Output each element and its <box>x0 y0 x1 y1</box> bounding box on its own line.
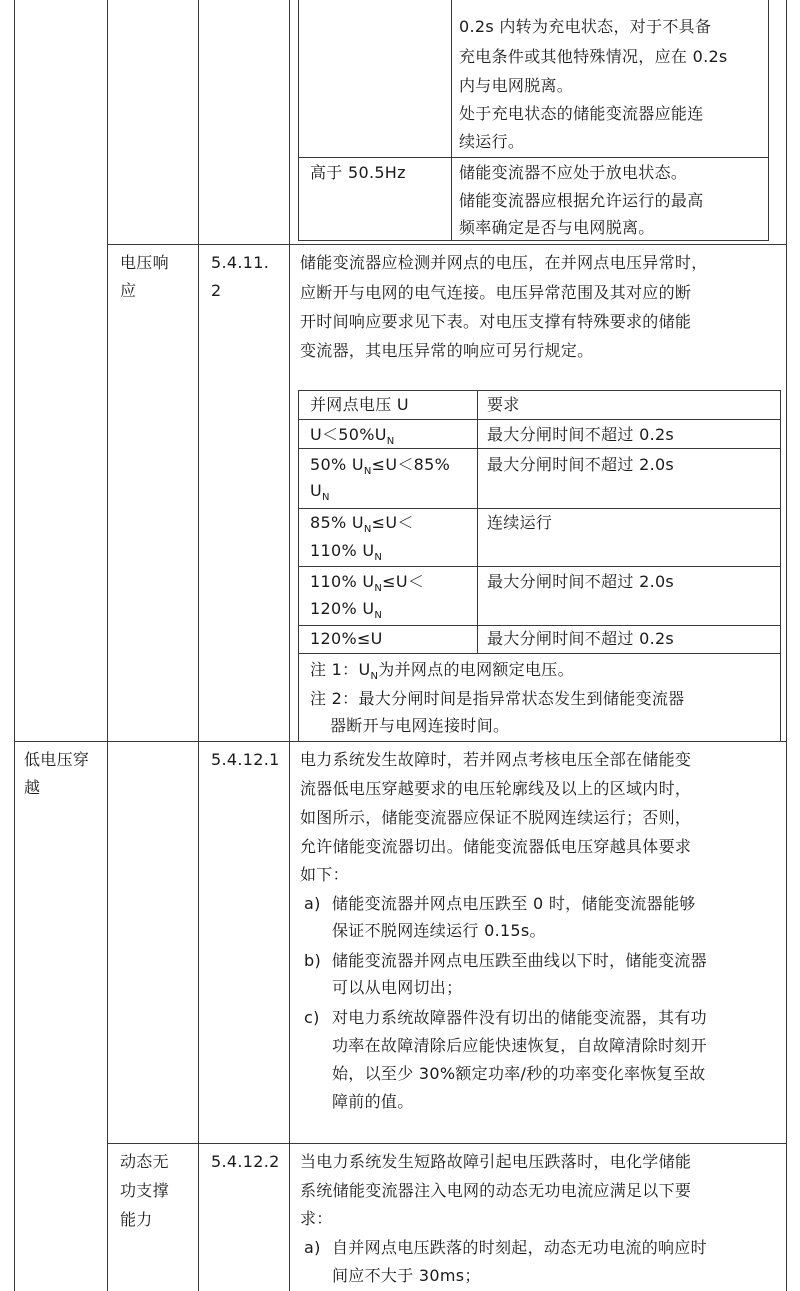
top-line-5: 续运行。 <box>459 132 525 151</box>
voltage-code-line-1: 5.4.11. <box>211 253 270 272</box>
col-divider-2 <box>198 0 199 1291</box>
col-divider-3 <box>289 0 290 1291</box>
dynamic-name-line-1: 动态无 <box>120 1152 169 1171</box>
dynamic-desc-line-1: 当电力系统发生短路故障引起电压跌落时，电化学储能 <box>300 1152 692 1171</box>
vt-row3-cond-line-1: 85% $U_N\le U<$ <box>310 513 414 535</box>
lvrt-desc-line-3: 如图所示，储能变流器应保证不脱网连续运行；否则， <box>300 808 692 827</box>
vt-row5-req: 最大分闸时间不超过 0.2s <box>487 629 675 648</box>
lvrt-item-a-line-2: 保证不脱网连续运行 0.15s。 <box>332 921 546 940</box>
col-divider-1 <box>107 0 108 1291</box>
top-line-2: 充电条件或其他特殊情况，应在 0.2s <box>459 47 728 66</box>
freq-table-right <box>768 0 769 241</box>
lvrt-item-a-line-1: 储能变流器并网点电压跌至 0 时，储能变流器能够 <box>332 894 696 913</box>
lvrt-item-a-marker: a) <box>304 894 321 913</box>
voltage-name-line-1: 电压响 <box>120 253 169 272</box>
table-border-left <box>14 0 15 1291</box>
vt-note-2-line-1: 注 2：最大分闸时间是指异常状态发生到储能变流器 <box>310 689 685 708</box>
lvrt-item-b-marker: b) <box>304 951 321 970</box>
freq-line-3: 频率确定是否与电网脱离。 <box>459 218 655 237</box>
lvrt-item-c-marker: c) <box>304 1008 320 1027</box>
freq-table-mid <box>451 0 452 241</box>
voltage-desc-line-1: 储能变流器应检测并网点的电压，在并网点电压异常时， <box>300 253 708 272</box>
dynamic-desc-line-3: 求： <box>300 1209 333 1228</box>
dynamic-item-a-marker: a) <box>304 1238 321 1257</box>
voltage-desc-line-4: 变流器，其电压异常的响应可另行规定。 <box>300 341 594 360</box>
lvrt-name-line-2: 越 <box>24 778 41 797</box>
voltage-name-line-2: 应 <box>120 281 137 300</box>
vt-row4-cond-line-2: 120% $U_N$ <box>310 599 383 621</box>
voltage-desc-line-2: 应断开与电网的电气连接。电压异常范围及其对应的断 <box>300 283 692 302</box>
voltage-code-line-2: 2 <box>211 281 222 300</box>
freq-line-2: 储能变流器应根据允许运行的最高 <box>459 191 704 210</box>
lvrt-desc-line-4: 允许储能变流器切出。储能变流器低电压穿越具体要求 <box>300 837 692 856</box>
vt-row3-cond-line-2: 110% $U_N$ <box>310 541 383 563</box>
dynamic-name-line-2: 功支撑 <box>120 1181 169 1200</box>
vt-row1-req: 最大分闸时间不超过 0.2s <box>487 425 675 444</box>
lvrt-name-line-1: 低电压穿 <box>24 750 90 769</box>
lvrt-code: 5.4.12.1 <box>211 750 280 769</box>
dynamic-name-line-3: 能力 <box>120 1210 153 1229</box>
vt-header-requirement: 要求 <box>487 395 520 414</box>
freq-table-left <box>298 0 299 241</box>
vt-mid <box>477 390 478 653</box>
row-separator-dynamic-top <box>107 1143 787 1144</box>
vt-row2-cond-line-2: $U_N$ <box>310 481 330 503</box>
lvrt-item-c-line-3: 始，以至少 30%额定功率/秒的功率变化率恢复至故 <box>332 1064 706 1083</box>
lvrt-item-b-line-2: 可以从电网切出； <box>332 978 463 997</box>
lvrt-desc-line-2: 流器低电压穿越要求的电压轮廓线及以上的区域内时， <box>300 779 692 798</box>
vt-header-voltage: 并网点电压 U <box>310 395 409 414</box>
lvrt-desc-line-1: 电力系统发生故障时，若并网点考核电压全部在储能变 <box>300 750 692 769</box>
top-line-3: 内与电网脱离。 <box>459 76 574 95</box>
dynamic-code: 5.4.12.2 <box>211 1152 280 1171</box>
freq-line-1: 储能变流器不应处于放电状态。 <box>459 163 688 182</box>
vt-note-1: 注 1：$U_N$为并网点的电网额定电压。 <box>310 660 574 682</box>
vt-row5-cond: 120%≤U <box>310 629 383 648</box>
vt-row4-req: 最大分闸时间不超过 2.0s <box>487 572 675 591</box>
lvrt-item-c-line-1: 对电力系统故障器件没有切出的储能变流器，其有功 <box>332 1008 707 1027</box>
vt-note-2-line-2: 器断开与电网连接时间。 <box>330 716 510 735</box>
row-separator-voltage-top <box>107 244 787 245</box>
lvrt-item-c-line-4: 障前的值。 <box>332 1092 414 1111</box>
lvrt-desc-line-5: 如下： <box>300 865 349 884</box>
row-separator-lvrt-top <box>14 741 787 742</box>
dynamic-item-a-line-2: 间应不大于 30ms； <box>332 1266 481 1285</box>
freq-label: 高于 50.5Hz <box>310 163 406 182</box>
vt-row2-req: 最大分闸时间不超过 2.0s <box>487 455 675 474</box>
vt-row1-cond: $U<50\%U_N$ <box>310 425 395 447</box>
table-border-right <box>786 0 787 1291</box>
top-line-1: 0.2s 内转为充电状态，对于不具备 <box>459 17 712 36</box>
dynamic-desc-line-2: 系统储能变流器注入电网的动态无功电流应满足以下要 <box>300 1181 692 1200</box>
vt-row3-req: 连续运行 <box>487 513 553 532</box>
vt-row2-cond-line-1: 50% $U_N\le U<85\%$ <box>310 455 451 477</box>
lvrt-item-c-line-2: 功率在故障清除后应能快速恢复，自故障清除时刻开 <box>332 1036 707 1055</box>
voltage-desc-line-3: 开时间响应要求见下表。对电压支撑有特殊要求的储能 <box>300 312 692 331</box>
top-line-4: 处于充电状态的储能变流器应能连 <box>459 104 704 123</box>
vt-row4-cond-line-1: 110% $U_N\le U<$ <box>310 572 425 594</box>
dynamic-item-a-line-1: 自并网点电压跌落的时刻起，动态无功电流的响应时 <box>332 1238 707 1257</box>
lvrt-item-b-line-1: 储能变流器并网点电压跌至曲线以下时，储能变流器 <box>332 951 707 970</box>
